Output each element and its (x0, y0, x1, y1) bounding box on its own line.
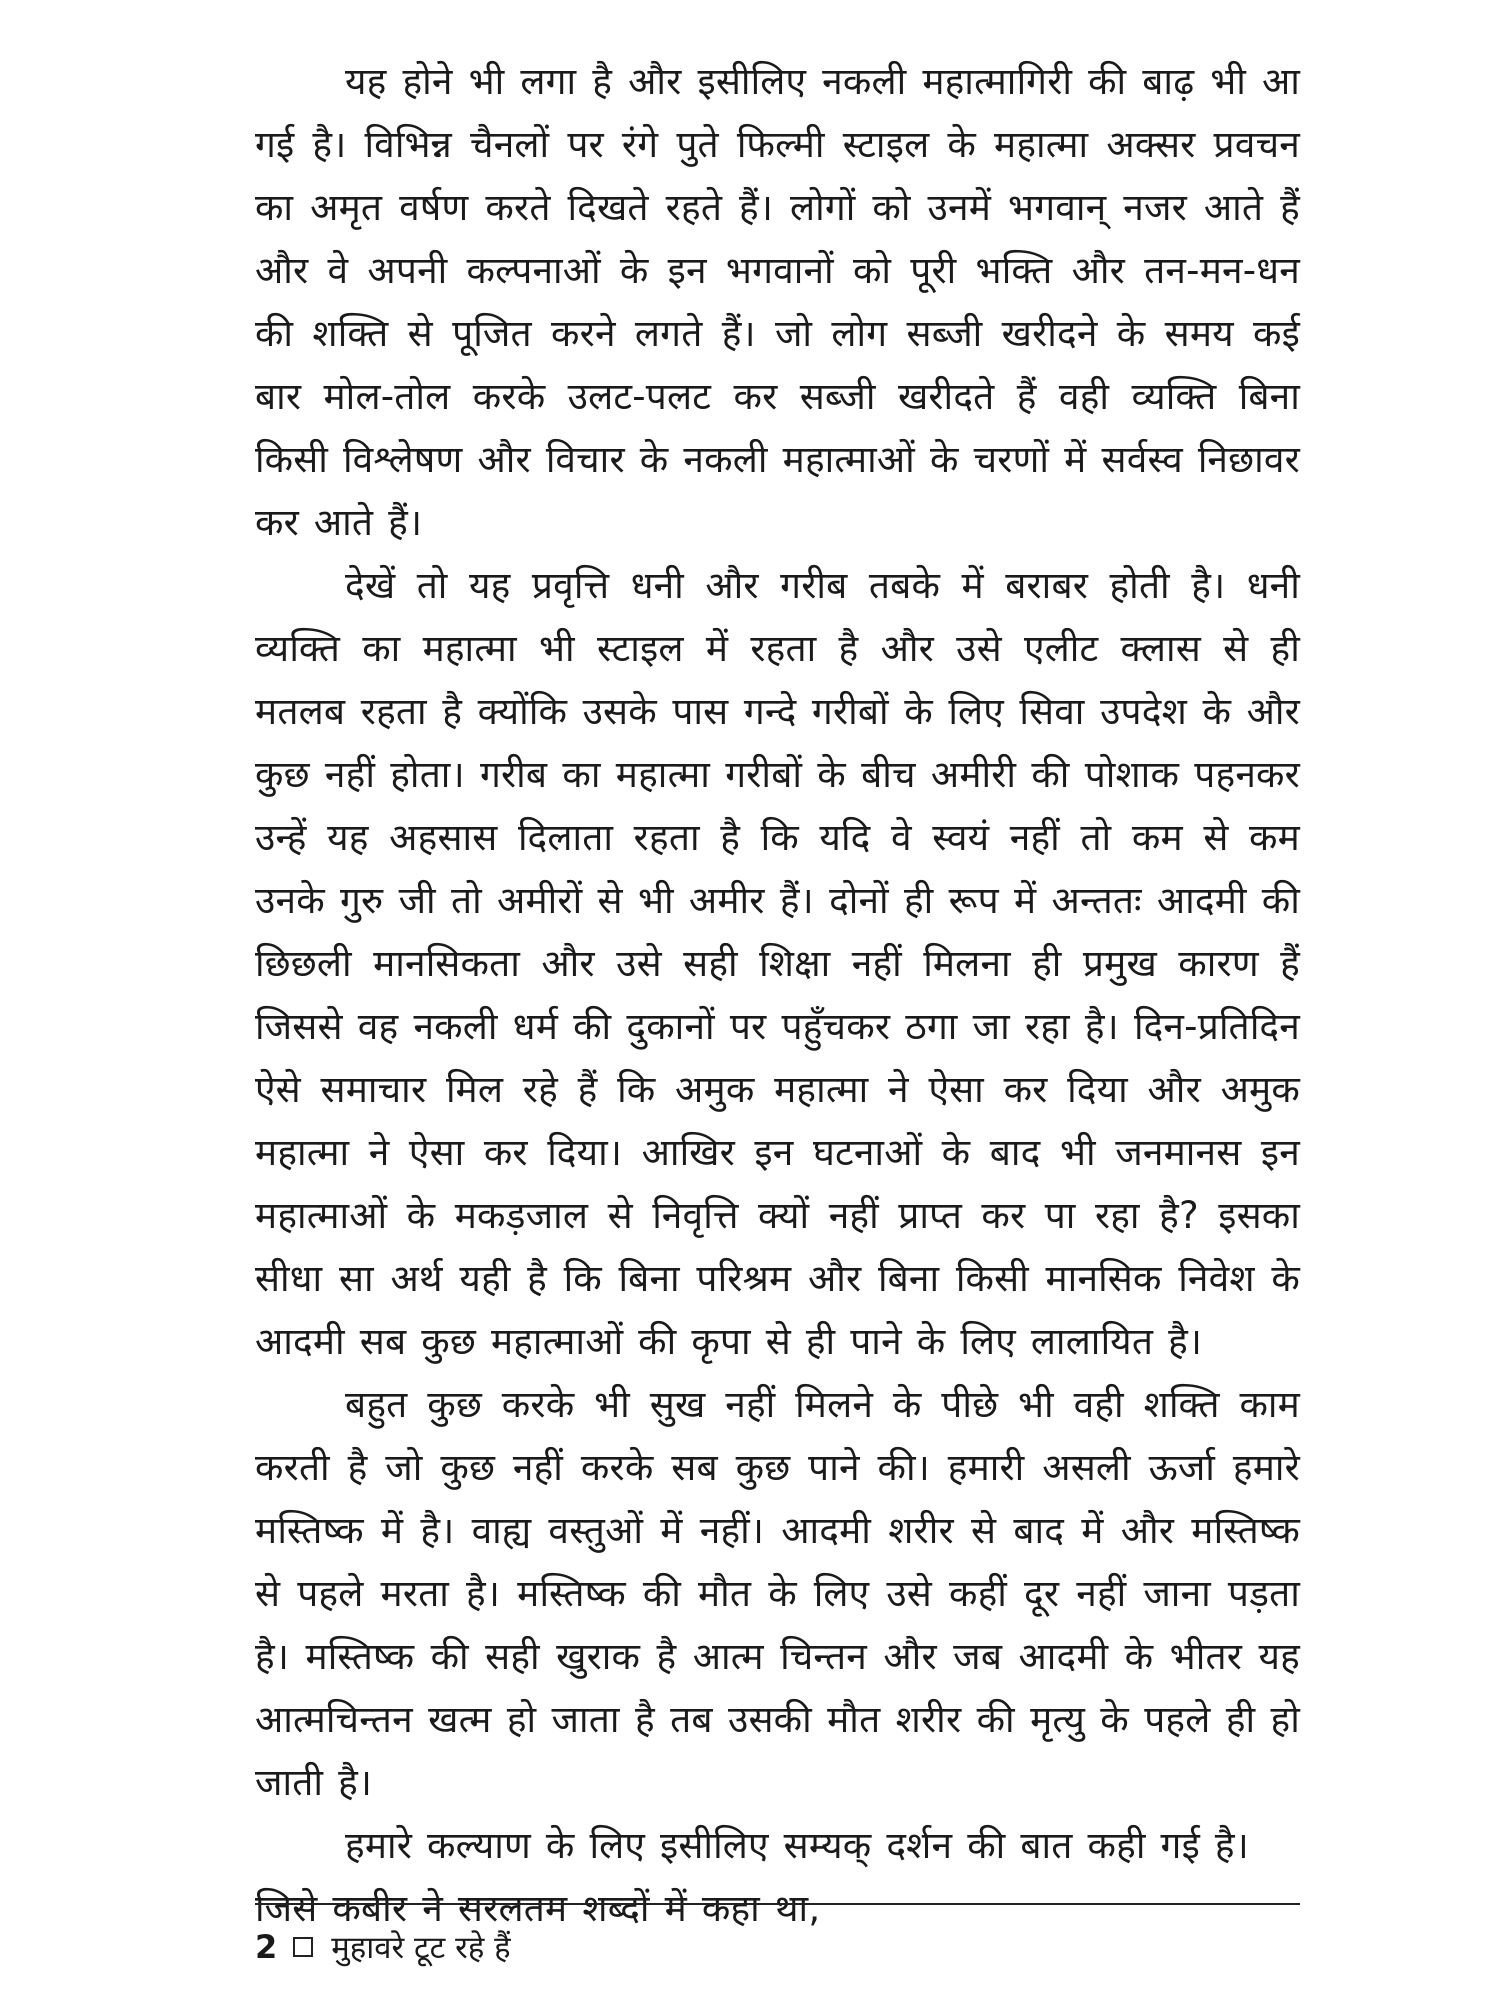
paragraph-2: देखें तो यह प्रवृत्ति धनी और गरीब तबके में बराबर होती है। धनी व्यक्ति का महात्मा भी स्टाइल में रहता है और उसे एलीट क्लास से ही मतलब रहता है क्योंकि उसके पास गन्दे गरीबों के लिए सिवा उपदेश के और कुछ नहीं होता। गरीब का महात्मा गरीबों के बीच अमीरी की पोशाक पहनकर उन्हें यह अहसास दिलाता रहता है कि यदि वे स्वयं नहीं तो कम से कम उनके गुरु जी तो अमीरों से भी अमीर हैं। दोनों ही रूप में अन्ततः आदमी की छिछली मानसिकता और उसे सही शिक्षा नहीं मिलना ही प्रमुख कारण हैं जिससे वह नकली धर्म की दुकानों पर पहुँचकर ठगा जा रहा है। दिन-प्रतिदिन ऐसे समाचार मिल रहे हैं कि अमुक महात्मा ने ऐसा कर दिया और अमुक महात्मा ने ऐसा कर दिया। आखिर इन घटनाओं के बाद भी जनमानस इन महात्माओं के मकड़जाल से निवृत्ति क्यों नहीं प्राप्त कर पा रहा है? इसका सीधा सा अर्थ यही है कि बिना परिश्रम और बिना किसी मानसिक निवेश के आदमी सब कुछ महात्माओं की कृपा से ही पाने के लिए लालायित है। (255, 564, 1300, 1363)
footer-divider (255, 1903, 1300, 1905)
square-bullet-icon (293, 1937, 313, 1957)
page-footer (255, 1922, 511, 1972)
body-text (255, 50, 1300, 1940)
page-number: 2 (255, 1928, 278, 1966)
paragraph-4: हमारे कल्याण के लिए इसीलिए सम्यक् दर्शन की बात कही गई है। जिसे कबीर ने सरलतम शब्दों में कहा था, (255, 1824, 1249, 1930)
paragraph-1: यह होने भी लगा है और इसीलिए नकली महात्मागिरी की बाढ़ भी आ गई है। विभिन्न चैनलों पर रंगे पुते फिल्मी स्टाइल के महात्मा अक्सर प्रवचन का अमृत वर्षण करते दिखते रहते हैं। लोगों को उनमें भगवान् नजर आते हैं और वे अपनी कल्पनाओं के इन भगवानों को पूरी भक्ति और तन-मन-धन की शक्ति से पूजित करने लगते हैं। जो लोग सब्जी खरीदने के समय कई बार मोल-तोल करके उलट-पलट कर सब्जी खरीदते हैं वही व्यक्ति बिना किसी विश्लेषण और विचार के नकली महात्माओं के चरणों में सर्वस्व निछावर कर आते हैं। (255, 60, 1300, 544)
paragraph-3: बहुत कुछ करके भी सुख नहीं मिलने के पीछे भी वही शक्ति काम करती है जो कुछ नहीं करके सब कुछ पाने की। हमारी असली ऊर्जा हमारे मस्तिष्क में है। वाह्य वस्तुओं में नहीं। आदमी शरीर से बाद में और मस्तिष्क से पहले मरता है। मस्तिष्क की मौत के लिए उसे कहीं दूर नहीं जाना पड़ता है। मस्तिष्क की सही खुराक है आत्म चिन्तन और जब आदमी के भीतर यह आत्मचिन्तन खत्म हो जाता है तब उसकी मौत शरीर की मृत्यु के पहले ही हो जाती है। (255, 1383, 1300, 1804)
book-title: मुहावरे टूट रहे हैं (331, 1930, 511, 1966)
